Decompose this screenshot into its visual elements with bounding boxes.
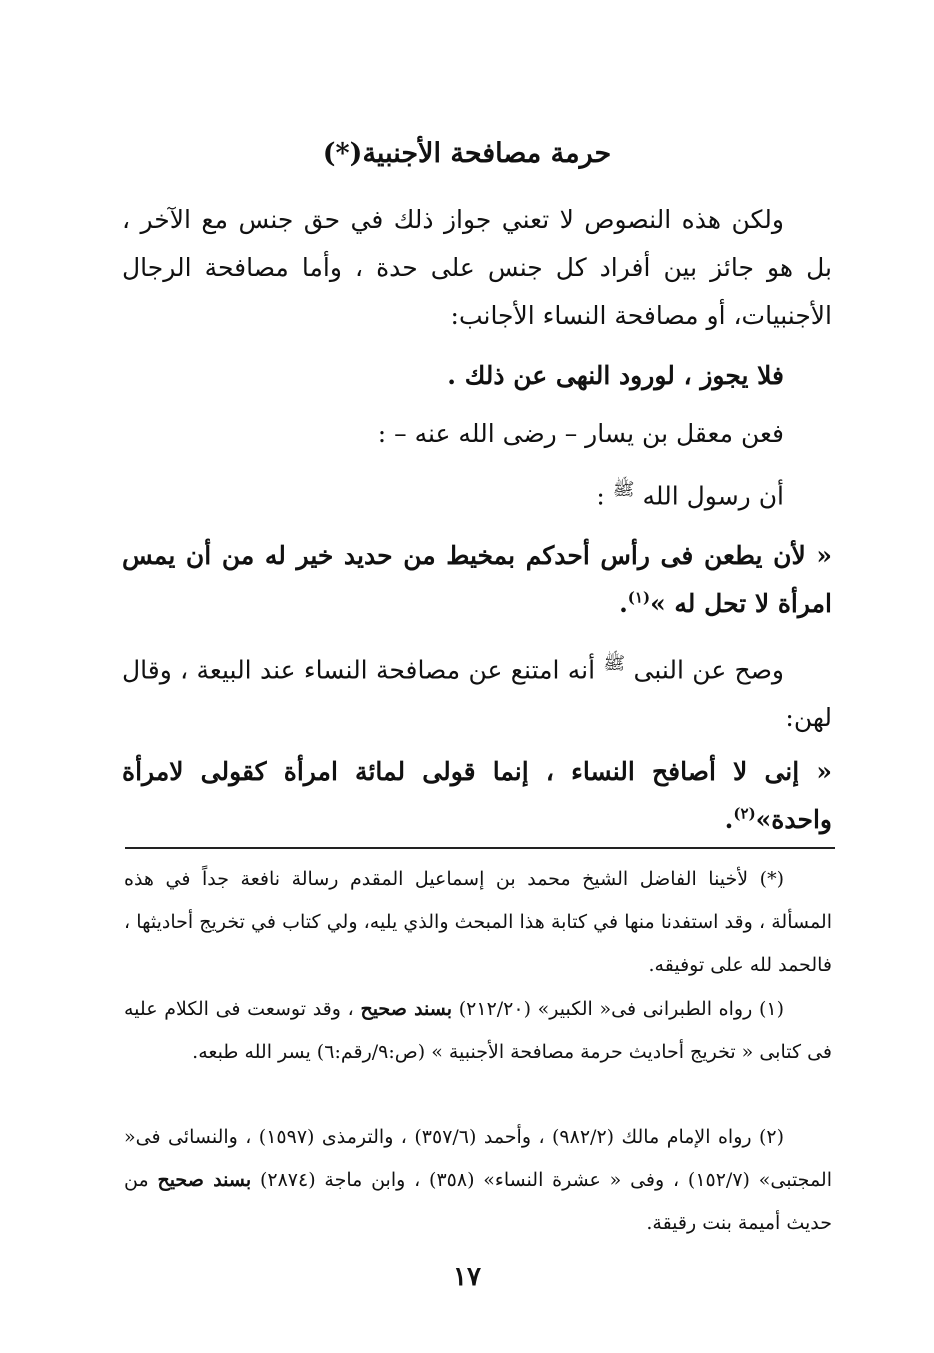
footnote-ref-2: (٢) [733,804,756,823]
footnote-1 [124,988,832,1074]
prophet-said-text: أن رسول الله [642,481,784,511]
paragraph-narrator: فعن معقل بن يسار – رضى الله عنه – : [377,419,784,448]
hadith-quote-2: « إنى لا أصافح النساء ، إنما قولى لمائة امرأة كقولى لامرأة واحدة»$^{(٢)}$. [122,757,832,834]
paragraph-ruling: فلا يجوز ، لورود النهى عن ذلك . [447,361,784,390]
footnote-1-bold: بسند صحيح [360,998,453,1020]
footnote-ref-1: (١) [627,588,651,607]
hadith-2-text: « إنى لا أصافح النساء ، إنما قولى لمائة امرأة كقولى لامرأة واحدة» [122,757,832,834]
page-title: حرمة مصافحة الأجنبية(*) [322,138,612,169]
footnote-2 [124,1116,832,1245]
colon: : [596,481,605,511]
footnote-star: (*) لأخينا الفاضل الشيخ محمد بن إسماعيل المقدم رسالة نافعة جداً في هذه المسألة ، وقد استفدنا منها في كتابة هذا المبحث والذي يليه، ولي كتاب في تخريج أحاديثها ، فالحمد لله على توفيقه. [124,868,832,976]
bay-ah-text-a: وصح عن النبى [633,655,784,685]
footnote-2-text-b: من حديث أميمة بنت رقيقة. [124,1169,832,1234]
paragraph-intro: ولكن هذه النصوص لا تعني جواز ذلك في حق جنس مع الآخر ، بل هو جائز بين أفراد كل جنس على حدة ، وأما مصافحة الرجال الأجنبيات، أو مصافحة النساء الأجانب: [122,205,832,330]
bay-ah-text-b: أنه امتنع عن مصافحة النساء عند البيعة ، وقال لهن: [122,655,832,733]
paragraph-bay-ah [122,640,832,742]
paragraph-prophet-said [122,466,832,520]
page-number: ١٧ [453,1262,481,1292]
hadith-1-text: « لأن يطعن فى رأس أحدكم بمخيط من حديد خير له من أن يمس امرأة لا تحل له » [122,541,832,618]
footnote-2-bold: بسند صحيح [157,1169,252,1191]
footnote-1-text-b: ، وقد توسعت فى الكلام عليه فى كتابى « تخريج أحاديث حرمة مصافحة الأجنبية » (ص:٩/رقم:٦) يسر الله طبعه. [124,998,832,1063]
salawat-glyph: ﷺ [612,479,635,500]
salawat-glyph: ﷺ [603,653,626,674]
footnote-divider [125,847,835,849]
footnote-1-text-a: (١) رواه الطبرانى فى« الكبير» (٢١٢/٢٠) [458,998,784,1020]
footnote-2-text-a: (٢) رواه الإمام مالك (٩٨٢/٢) ، وأحمد (٣٥٧/٦) ، والترمذى (١٥٩٧) ، والنسائى فى« المجتبى» (١٥٢/٧) ، وفى « عشرة النساء» (٣٥٨) ، وابن ماجة (٢٨٧٤) [124,1126,832,1191]
hadith-quote-1: « لأن يطعن فى رأس أحدكم بمخيط من حديد خير له من أن يمس امرأة لا تحل له »$^{(١)}$. [122,541,832,618]
